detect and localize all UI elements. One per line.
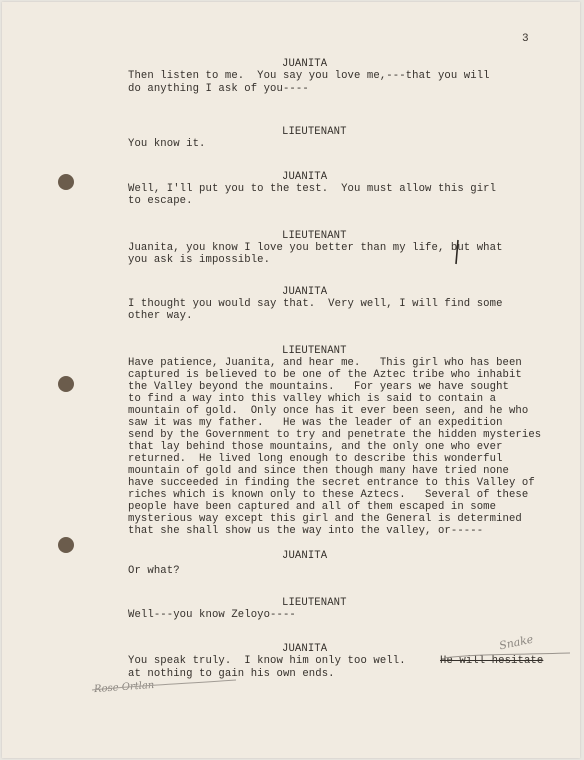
- speaker-name: JUANITA: [282, 550, 328, 562]
- dialogue-line: you ask is impossible.: [128, 254, 271, 266]
- page-number: 3: [522, 33, 529, 45]
- dialogue-line: Then listen to me. You say you love me,---that you will: [128, 70, 490, 82]
- dialogue-line: returned. He lived long enough to describe this wonderful: [128, 453, 503, 465]
- dialogue-line: that lay behind those mountains, and the only one who ever: [128, 441, 503, 453]
- dialogue-line: You speak truly. I know him only too well.: [128, 655, 406, 667]
- dialogue-line: mountain of gold. Only once has it ever been seen, and he who: [128, 405, 529, 417]
- handwritten-margin-note: Rose Ortlan: [93, 679, 155, 696]
- dialogue-line: at nothing to gain his own ends.: [128, 668, 335, 680]
- dialogue-line: do anything I ask of you----: [128, 83, 309, 95]
- speaker-name: LIEUTENANT: [282, 230, 347, 242]
- dialogue-line: riches which is known only to these Aztecs. Several of these: [128, 489, 529, 501]
- dialogue-line: You know it.: [128, 138, 206, 150]
- dialogue-line: to escape.: [128, 195, 193, 207]
- dialogue-line: mysterious way except this girl and the General is determined: [128, 513, 522, 525]
- dialogue-line: the Valley beyond the mountains. For years we have sought: [128, 381, 509, 393]
- dialogue-line: captured is believed to be one of the Aztec tribe who inhabit: [128, 369, 522, 381]
- handwritten-insertion: Snake: [498, 632, 535, 653]
- dialogue-line: that she shall show us the way into the valley, or-----: [128, 525, 484, 537]
- correction-mark: [453, 239, 461, 265]
- speaker-name: JUANITA: [282, 286, 328, 298]
- struck-text: He will hesitate: [440, 655, 544, 667]
- dialogue-line: Or what?: [128, 565, 180, 577]
- dialogue-line: I thought you would say that. Very well, I will find some: [128, 298, 503, 310]
- binder-hole: [58, 537, 74, 553]
- pencil-strike-mark: [442, 650, 572, 664]
- dialogue-line: Juanita, you know I love you better than my life, but what: [128, 242, 503, 254]
- dialogue-line: Well, I'll put you to the test. You must allow this girl: [128, 183, 497, 195]
- speaker-name: LIEUTENANT: [282, 597, 347, 609]
- dialogue-line: people have been captured and all of them escaped in some: [128, 501, 497, 513]
- dialogue-line: saw it was my father. He was the leader of an expedition: [128, 417, 503, 429]
- pencil-line: [90, 676, 240, 696]
- dialogue-line: Well---you know Zeloyo----: [128, 609, 296, 621]
- speaker-name: JUANITA: [282, 171, 328, 183]
- dialogue-line: to find a way into this valley which is said to contain a: [128, 393, 497, 405]
- dialogue-line: other way.: [128, 310, 193, 322]
- dialogue-line: have succeeded in finding the secret entrance to this Valley of: [128, 477, 535, 489]
- dialogue-line: send by the Government to try and penetrate the hidden mysteries: [128, 429, 542, 441]
- speaker-name: LIEUTENANT: [282, 126, 347, 138]
- binder-hole: [58, 174, 74, 190]
- speaker-name: JUANITA: [282, 58, 328, 70]
- dialogue-line: mountain of gold and since then though many have tried none: [128, 465, 509, 477]
- speaker-name: JUANITA: [282, 643, 328, 655]
- binder-hole: [58, 376, 74, 392]
- speaker-name: LIEUTENANT: [282, 345, 347, 357]
- dialogue-line: Have patience, Juanita, and hear me. This girl who has been: [128, 357, 522, 369]
- script-page: [2, 2, 580, 758]
